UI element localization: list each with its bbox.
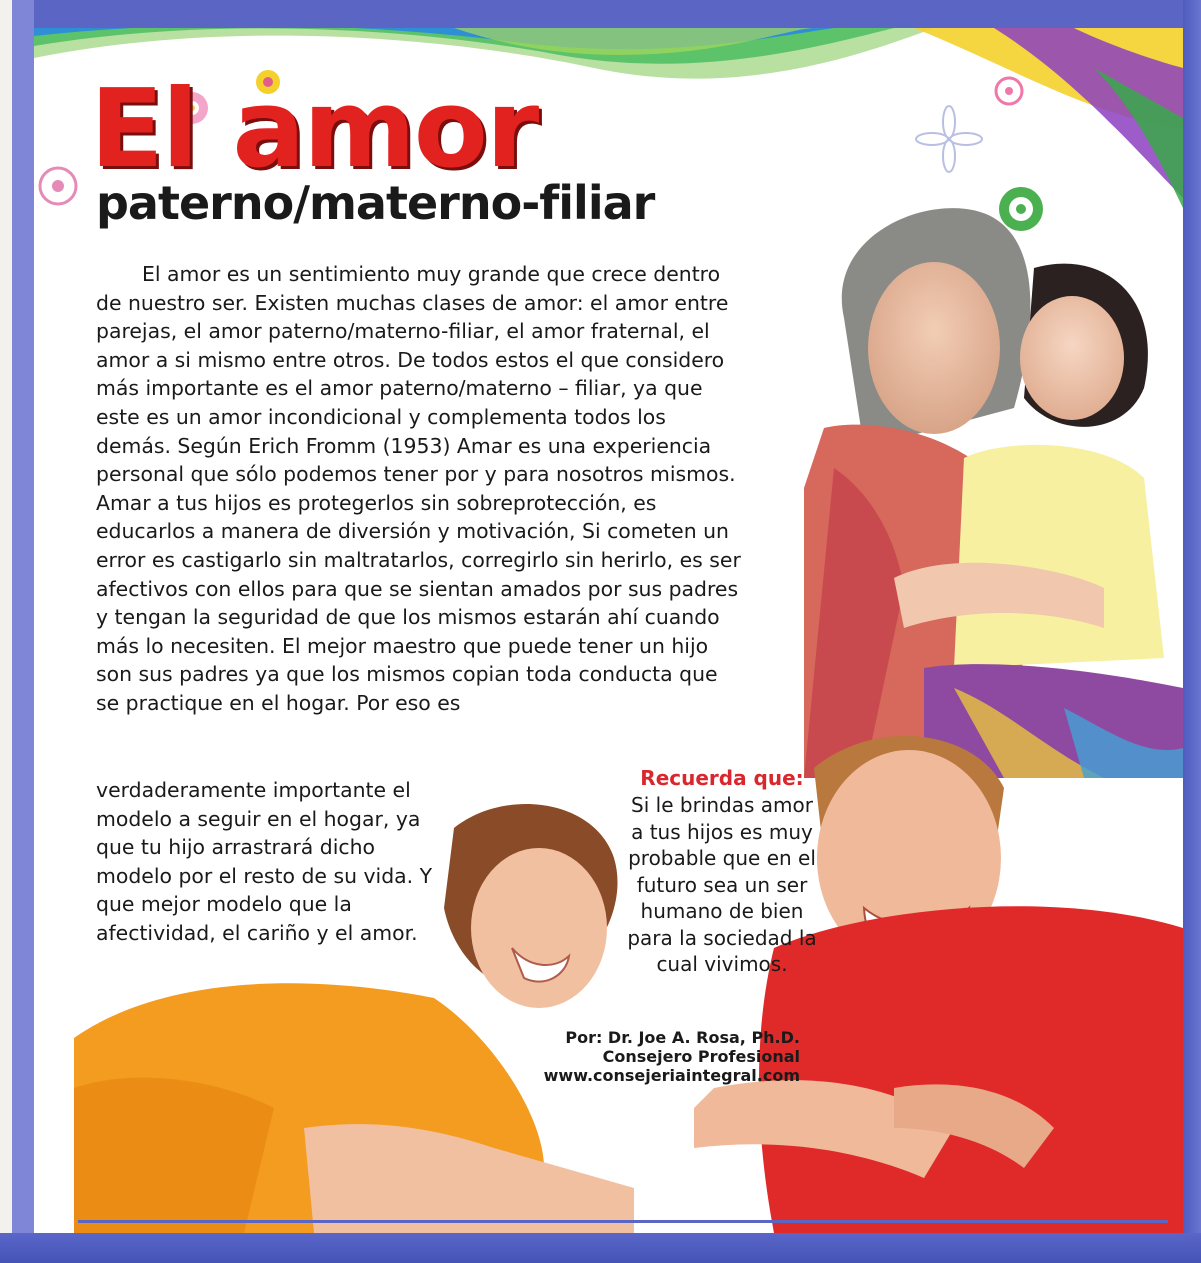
article-body xyxy=(96,260,746,718)
article-body-text: El amor es un sentimiento muy grande que crece dentro de nuestro ser. Existen muchas clases de amor: el amor entre parejas, el amor paterno/materno-filiar, el amor fraternal, el amor a si mismo entre otros. De todos estos el que considero más importante es el amor paterno/materno – filiar, ya que este es un amor incondicional y complementa todos los demás. Según Erich Fromm (1953) Amar es una experiencia personal que sólo podemos tener por y para nosotros mismos. Amar a tus hijos es protegerlos sin sobreprotección, es educarlos a manera de diversión y motivación, Si cometen un error es castigarlo sin maltratarlos, corregirlo sin herirlo, es ser afectivos con ellos para que se sientan amados por sus padres y tengan la seguridad de que los mismos estarán ahí cuando más lo necesiten. El mejor maestro que puede tener un hijo son sus padres ya que los mismos copian toda conducta que se practique en el hogar. Por eso es xyxy=(96,262,741,715)
reminder-box xyxy=(622,766,822,978)
page-bottom-rule xyxy=(78,1220,1168,1223)
author-name: Por: Dr. Joe A. Rosa, Ph.D. xyxy=(565,1028,800,1047)
magazine-page xyxy=(34,28,1183,1233)
author-role: Consejero Profesional xyxy=(602,1047,800,1066)
flower-icon xyxy=(38,166,78,206)
reminder-text: Si le brindas amor a tus hijos es muy probable que en el futuro sea un ser humano de bien para la sociedad la cual vivimos. xyxy=(627,793,817,976)
page-border-right xyxy=(1183,0,1201,1263)
article-subtitle: paterno/materno-filiar xyxy=(96,176,655,230)
mother-daughter-photo xyxy=(804,188,1183,778)
article-body-continued: verdaderamente importante el modelo a seguir en el hogar, ya que tu hijo arrastrará dicho modelo por el resto de su vida. Y que mejor modelo que la afectividad, el cariño y el amor. xyxy=(96,778,433,945)
page-border-left xyxy=(0,0,34,1263)
author-byline xyxy=(514,1028,800,1085)
reminder-title: Recuerda que: xyxy=(640,766,804,790)
page-border-bottom xyxy=(0,1233,1201,1263)
article-title: El amor xyxy=(90,67,538,192)
flower-icon xyxy=(914,104,984,174)
author-website: www.consejeriaintegral.com xyxy=(543,1066,800,1085)
flower-icon xyxy=(994,76,1024,106)
